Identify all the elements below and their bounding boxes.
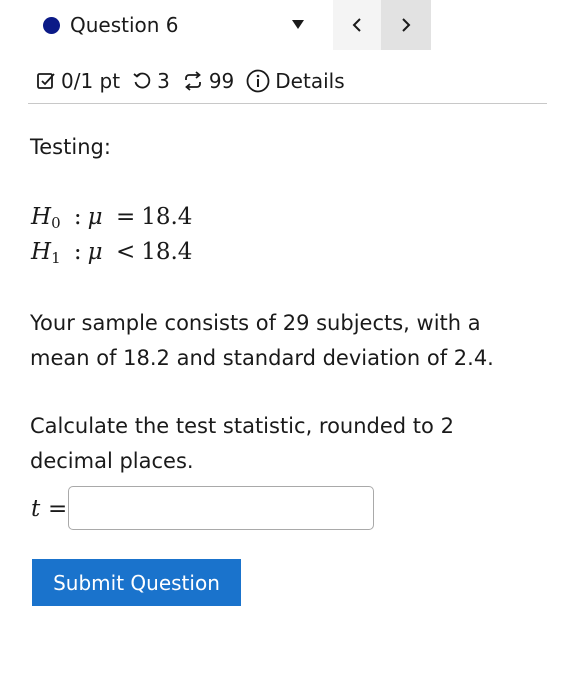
alternative-hypothesis: $H_1$ : μ < 18.4 [31,239,193,267]
tries-count: 99 [208,69,235,93]
answer-equals-sign: = [48,496,68,522]
score-text: 0/1 pt [61,69,121,93]
next-question-button[interactable] [381,0,431,50]
question-status-dot-icon [43,17,60,34]
header-divider [28,103,547,104]
details-label: Details [275,69,345,93]
checkbox-icon [36,71,56,91]
undo-icon [132,71,152,91]
null-hypothesis: $H_0$ : μ = 18.4 [31,204,193,232]
question-selector-label[interactable]: Question 6 [70,13,179,37]
submit-question-button[interactable]: Submit Question [32,559,241,606]
tries-indicator [182,69,234,93]
question-intro: Testing: [30,135,111,159]
question-instruction: Calculate the test statistic, rounded to 2 decimal places. [30,414,454,473]
info-icon [246,69,270,93]
previous-question-button[interactable] [333,0,381,50]
chevron-right-icon [399,17,413,33]
attempts-count: 3 [157,69,170,93]
dropdown-caret-icon[interactable] [292,20,304,29]
test-statistic-input[interactable] [68,486,374,530]
chevron-left-icon [350,17,364,33]
details-button[interactable] [246,69,344,93]
score-indicator [36,69,120,93]
sample-description: Your sample consists of 29 subjects, with a mean of 18.2 and standard deviation of 2.4. [30,311,494,370]
retry-icon [182,71,204,91]
question-status-bar [36,66,345,96]
question-nav [0,0,569,52]
answer-variable-label: t [31,496,41,522]
attempts-indicator [132,69,170,93]
